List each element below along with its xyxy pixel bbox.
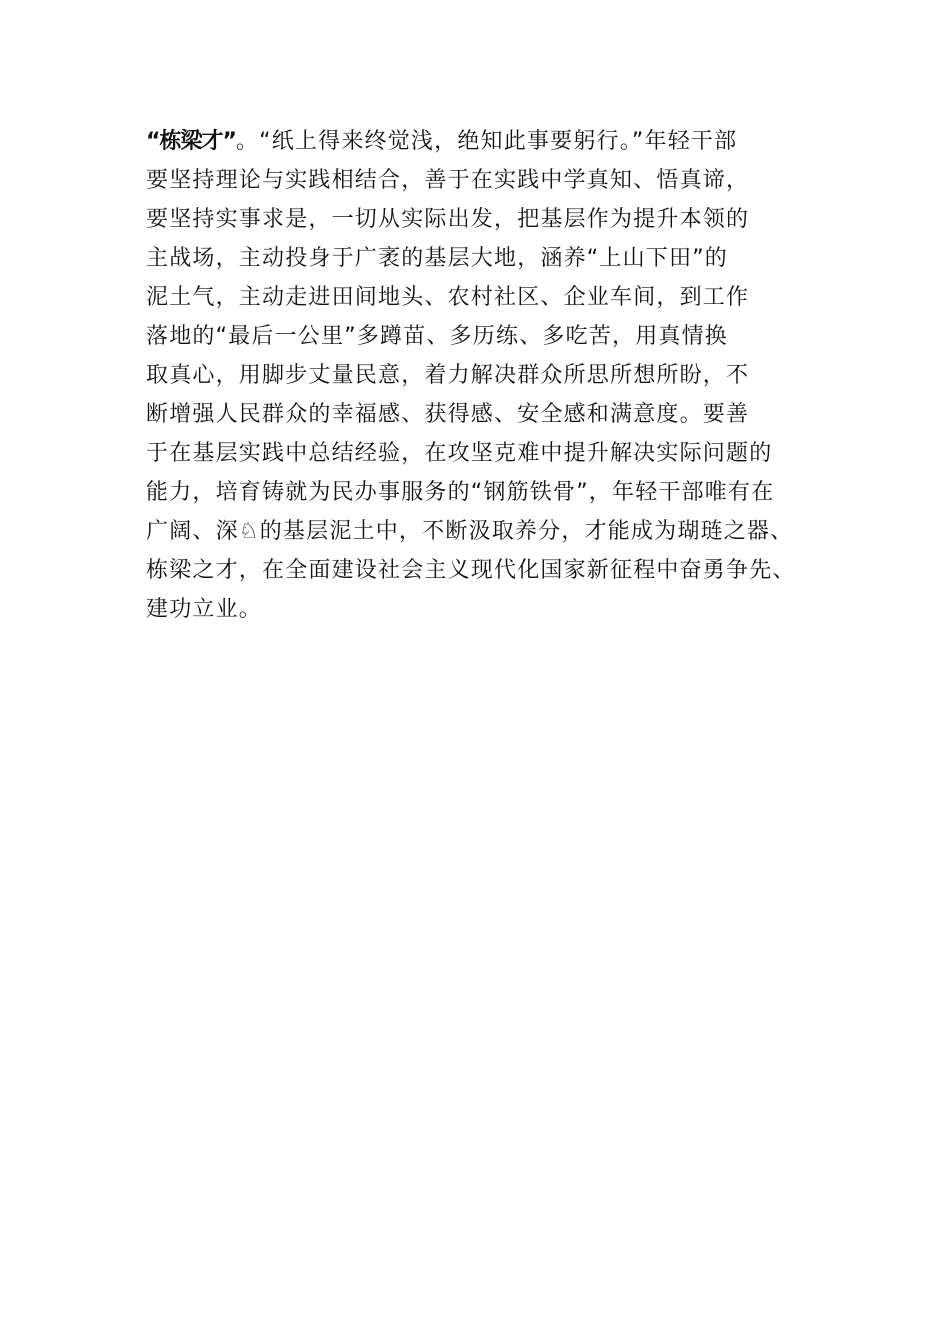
- text-line-9: 于在基层实践中总结经验，在攻坚克难中提升解决实际问题的: [146, 441, 773, 466]
- text-line-5: 泥土气，主动走进田间地头、农村社区、企业车间，到工作: [146, 285, 750, 310]
- text-line-2: 要坚持理论与实践相结合，善于在实践中学真知、悟真谛，: [146, 168, 750, 193]
- text-line-11: 广阔、深♘的基层泥土中，不断汲取养分，才能成为瑚琏之器、: [146, 519, 794, 544]
- text-line-1: [146, 122, 846, 161]
- quoted-bold-phrase: “栋梁才”: [146, 129, 236, 154]
- text-line-7: 取真心，用脚步丈量民意，着力解决群众所思所想所盼，不: [146, 363, 750, 388]
- text-line-13: 建功立业。: [146, 597, 263, 622]
- text-line-10: 能力，培育铸就为民办事服务的“钢筋铁骨”，年轻干部唯有在: [146, 480, 775, 505]
- body-paragraph: [146, 122, 846, 629]
- text-line-4: 主战场，主动投身于广袤的基层大地，涵养“上山下田”的: [146, 246, 728, 271]
- text-line-8: 断增强人民群众的幸福感、获得感、安全感和满意度。要善: [146, 402, 750, 427]
- text-line-12: 栋梁之才，在全面建设社会主义现代化国家新征程中奋勇争先、: [146, 558, 796, 583]
- text-line-3: 要坚持实事求是，一切从实际出发，把基层作为提升本领的: [146, 207, 750, 232]
- text-line-content: 。“纸上得来终觉浅，绝知此事要躬行。”年轻干部: [235, 129, 738, 154]
- text-line-6: 落地的“最后一公里”多蹲苗、多历练、多吃苦，用真情换: [146, 324, 728, 349]
